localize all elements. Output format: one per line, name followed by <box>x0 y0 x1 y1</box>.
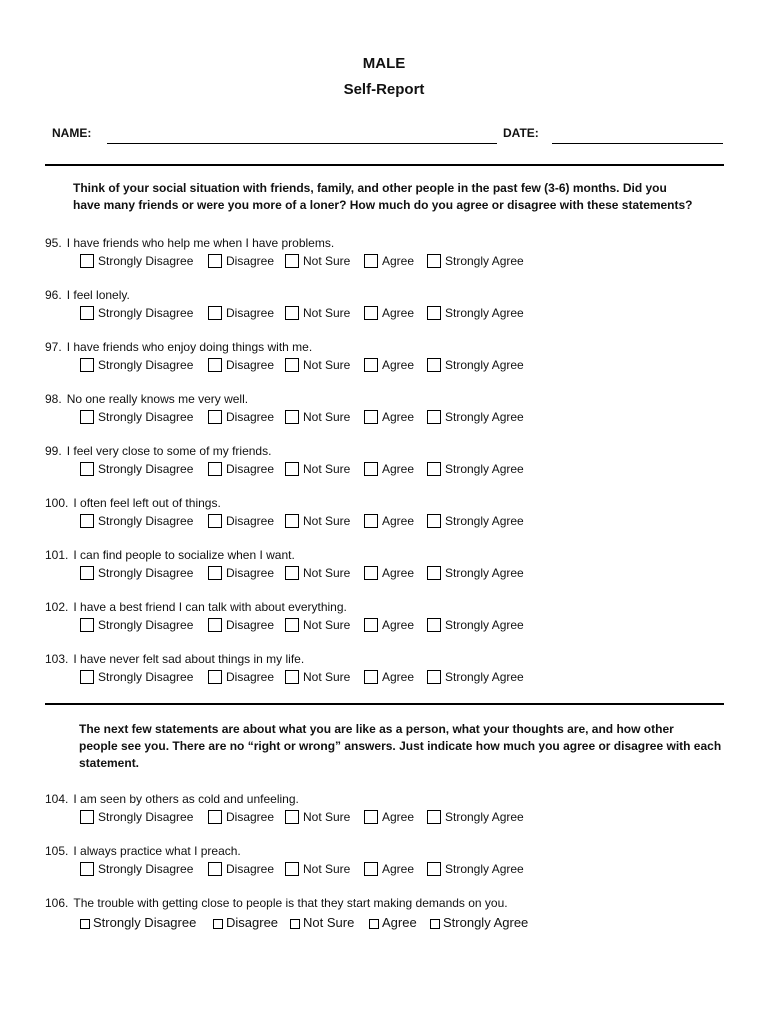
option-label: Strongly Agree <box>445 254 524 268</box>
question-item <box>45 844 735 884</box>
option-label: Strongly Agree <box>445 514 524 528</box>
question-number: 95. <box>45 236 62 250</box>
option-label: Strongly Disagree <box>98 358 194 372</box>
question-text: I always practice what I preach. <box>73 844 241 858</box>
checkbox[interactable] <box>369 919 379 929</box>
option-label: Strongly Agree <box>445 306 524 320</box>
option-label: Not Sure <box>303 915 355 930</box>
option-label: Agree <box>382 618 415 632</box>
option-label: Strongly Disagree <box>98 670 194 684</box>
checkbox[interactable] <box>364 358 378 372</box>
question-text: I have friends who help me when I have problems. <box>66 236 335 250</box>
option-label: Disagree <box>226 670 275 684</box>
question-line <box>45 792 299 807</box>
checkbox[interactable] <box>285 810 299 824</box>
question-line <box>45 288 130 303</box>
option-label: Disagree <box>226 618 275 632</box>
question-number: 105. <box>45 844 69 858</box>
question-line <box>45 896 508 911</box>
question-number: 100. <box>45 496 69 510</box>
checkbox[interactable] <box>285 306 299 320</box>
question-item <box>45 792 735 832</box>
option-label: Strongly Disagree <box>98 306 194 320</box>
question-number: 106. <box>45 896 69 910</box>
checkbox[interactable] <box>80 306 94 320</box>
checkbox[interactable] <box>80 358 94 372</box>
checkbox[interactable] <box>208 410 222 424</box>
option-label: Strongly Disagree <box>93 915 197 930</box>
checkbox[interactable] <box>427 670 441 684</box>
checkbox[interactable] <box>80 410 94 424</box>
checkbox[interactable] <box>80 810 94 824</box>
option-label: Agree <box>382 254 415 268</box>
option-label: Strongly Agree <box>443 915 529 930</box>
checkbox[interactable] <box>364 670 378 684</box>
option-label: Agree <box>382 670 415 684</box>
question-number: 99. <box>45 444 62 458</box>
question-text: I feel very close to some of my friends. <box>66 444 272 458</box>
checkbox[interactable] <box>364 514 378 528</box>
instruction-line: statement. <box>79 756 140 770</box>
question-line <box>45 392 248 407</box>
checkbox[interactable] <box>208 254 222 268</box>
checkbox[interactable] <box>427 254 441 268</box>
option-label: Disagree <box>226 514 275 528</box>
checkbox[interactable] <box>208 514 222 528</box>
checkbox[interactable] <box>285 410 299 424</box>
option-label: Strongly Agree <box>445 410 524 424</box>
option-label: Strongly Agree <box>445 618 524 632</box>
checkbox[interactable] <box>427 410 441 424</box>
date-label: DATE: <box>503 126 539 140</box>
question-item <box>45 236 735 276</box>
question-line <box>45 548 295 563</box>
checkbox[interactable] <box>430 919 440 929</box>
question-line <box>45 652 304 667</box>
checkbox[interactable] <box>208 462 222 476</box>
option-label: Agree <box>382 566 415 580</box>
question-text: I have never felt sad about things in my life. <box>73 652 305 666</box>
checkbox[interactable] <box>427 862 441 876</box>
option-label: Disagree <box>226 566 275 580</box>
question-text: The trouble with getting close to people is that they start making demands on you. <box>73 896 508 910</box>
option-label: Agree <box>382 306 415 320</box>
checkbox[interactable] <box>285 670 299 684</box>
question-line <box>45 444 271 459</box>
checkbox[interactable] <box>208 618 222 632</box>
question-number: 98. <box>45 392 62 406</box>
checkbox[interactable] <box>364 566 378 580</box>
option-label: Not Sure <box>303 410 351 424</box>
checkbox[interactable] <box>80 618 94 632</box>
form-subtitle: Self-Report <box>343 81 425 98</box>
option-label: Not Sure <box>303 462 351 476</box>
name-field[interactable] <box>107 143 497 144</box>
question-number: 101. <box>45 548 69 562</box>
checkbox[interactable] <box>364 254 378 268</box>
question-number: 103. <box>45 652 69 666</box>
question-number: 102. <box>45 600 69 614</box>
checkbox[interactable] <box>80 919 90 929</box>
checkbox[interactable] <box>208 566 222 580</box>
option-label: Agree <box>382 810 415 824</box>
instruction-line: people see you. There are no “right or wrong” answers. Just indicate how much you agree or disagree with each <box>79 739 722 753</box>
option-label: Strongly Agree <box>445 670 524 684</box>
section-divider <box>45 703 724 705</box>
checkbox[interactable] <box>208 358 222 372</box>
option-label: Not Sure <box>303 514 351 528</box>
question-line <box>45 844 241 859</box>
option-label: Strongly Disagree <box>98 810 194 824</box>
question-number: 104. <box>45 792 69 806</box>
option-label: Strongly Agree <box>445 358 524 372</box>
option-label: Disagree <box>226 254 275 268</box>
checkbox[interactable] <box>364 410 378 424</box>
section-divider <box>45 164 724 166</box>
section2-instructions <box>79 721 721 772</box>
checkbox[interactable] <box>364 618 378 632</box>
instruction-line: The next few statements are about what you are like as a person, what your thoughts are, and how other <box>79 722 674 736</box>
option-label: Strongly Disagree <box>98 462 194 476</box>
option-label: Agree <box>382 514 415 528</box>
checkbox[interactable] <box>80 566 94 580</box>
question-text: I have a best friend I can talk with about everything. <box>73 600 347 614</box>
question-text: No one really knows me very well. <box>66 392 249 406</box>
checkbox[interactable] <box>208 862 222 876</box>
section1-instructions <box>73 180 693 214</box>
checkbox[interactable] <box>213 919 223 929</box>
checkbox[interactable] <box>427 514 441 528</box>
option-label: Not Sure <box>303 618 351 632</box>
checkbox[interactable] <box>364 462 378 476</box>
checkbox[interactable] <box>364 862 378 876</box>
checkbox[interactable] <box>285 862 299 876</box>
checkbox[interactable] <box>364 810 378 824</box>
question-item <box>45 444 735 484</box>
option-label: Disagree <box>226 862 275 876</box>
option-label: Not Sure <box>303 358 351 372</box>
checkbox[interactable] <box>427 462 441 476</box>
checkbox[interactable] <box>290 919 300 929</box>
checkbox[interactable] <box>364 306 378 320</box>
option-label: Not Sure <box>303 810 351 824</box>
option-label: Strongly Agree <box>445 566 524 580</box>
name-label: NAME: <box>52 126 92 140</box>
option-label: Agree <box>382 915 417 930</box>
option-label: Disagree <box>226 410 275 424</box>
question-text: I can find people to socialize when I want. <box>73 548 295 562</box>
option-label: Not Sure <box>303 566 351 580</box>
checkbox[interactable] <box>208 306 222 320</box>
question-line <box>45 236 334 251</box>
question-text: I have friends who enjoy doing things with me. <box>66 340 313 354</box>
question-number: 96. <box>45 288 62 302</box>
question-item <box>45 496 735 536</box>
option-label: Disagree <box>226 810 275 824</box>
question-item <box>45 392 735 432</box>
option-label: Agree <box>382 410 415 424</box>
checkbox[interactable] <box>80 670 94 684</box>
instruction-line: Think of your social situation with friends, family, and other people in the past few (3-6) months. Did you <box>73 181 667 195</box>
option-label: Strongly Disagree <box>98 254 194 268</box>
question-item <box>45 548 735 588</box>
checkbox[interactable] <box>208 810 222 824</box>
checkbox[interactable] <box>285 618 299 632</box>
option-label: Not Sure <box>303 670 351 684</box>
option-label: Disagree <box>226 915 279 930</box>
checkbox[interactable] <box>208 670 222 684</box>
option-label: Strongly Agree <box>445 862 524 876</box>
option-label: Disagree <box>226 358 275 372</box>
question-text: I feel lonely. <box>66 288 130 302</box>
checkbox[interactable] <box>285 462 299 476</box>
question-line <box>45 496 221 511</box>
checkbox[interactable] <box>285 566 299 580</box>
question-item <box>45 340 735 380</box>
checkbox[interactable] <box>285 254 299 268</box>
checkbox[interactable] <box>427 566 441 580</box>
option-label: Not Sure <box>303 862 351 876</box>
checkbox[interactable] <box>80 462 94 476</box>
checkbox[interactable] <box>427 618 441 632</box>
instruction-line: have many friends or were you more of a loner? How much do you agree or disagree with these statements? <box>73 198 693 212</box>
question-item <box>45 652 735 692</box>
question-item <box>45 600 735 640</box>
date-field[interactable] <box>552 143 723 144</box>
option-label: Strongly Disagree <box>98 566 194 580</box>
checkbox[interactable] <box>427 810 441 824</box>
checkbox[interactable] <box>427 358 441 372</box>
option-label: Strongly Agree <box>445 810 524 824</box>
question-item <box>45 288 735 328</box>
checkbox[interactable] <box>80 862 94 876</box>
checkbox[interactable] <box>285 514 299 528</box>
checkbox[interactable] <box>427 306 441 320</box>
option-label: Strongly Agree <box>445 462 524 476</box>
option-label: Strongly Disagree <box>98 862 194 876</box>
option-label: Agree <box>382 462 415 476</box>
option-label: Strongly Disagree <box>98 618 194 632</box>
checkbox[interactable] <box>80 514 94 528</box>
option-label: Agree <box>382 862 415 876</box>
option-label: Not Sure <box>303 254 351 268</box>
option-label: Disagree <box>226 306 275 320</box>
question-item <box>45 896 735 936</box>
option-label: Strongly Disagree <box>98 514 194 528</box>
option-label: Not Sure <box>303 306 351 320</box>
form-title: MALE <box>362 55 406 72</box>
option-label: Disagree <box>226 462 275 476</box>
question-number: 97. <box>45 340 62 354</box>
option-label: Agree <box>382 358 415 372</box>
question-line <box>45 340 312 355</box>
question-text: I am seen by others as cold and unfeeling. <box>73 792 299 806</box>
checkbox[interactable] <box>80 254 94 268</box>
checkbox[interactable] <box>285 358 299 372</box>
question-text: I often feel left out of things. <box>73 496 221 510</box>
option-label: Strongly Disagree <box>98 410 194 424</box>
question-line <box>45 600 347 615</box>
